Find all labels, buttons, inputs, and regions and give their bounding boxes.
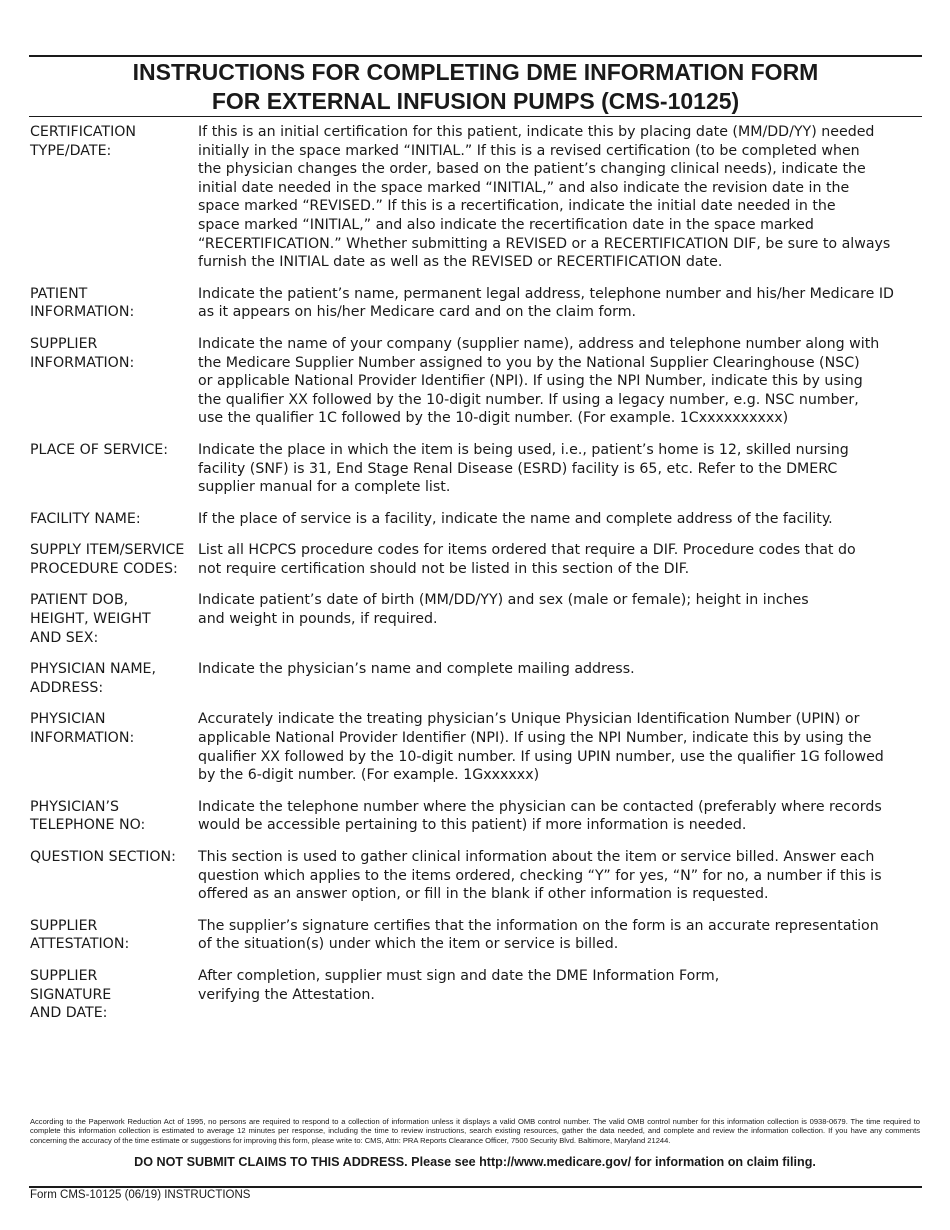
instruction-row (30, 660, 920, 697)
instruction-label: SUPPLY ITEM/SERVICE PROCEDURE CODES: (30, 542, 185, 577)
instruction-row (30, 591, 920, 647)
instruction-text: Indicate the patient’s name, permanent legal address, telephone number and his/her Medicare ID as it appears on his/her Medicare card and on the claim form. (198, 285, 894, 321)
instruction-label: QUESTION SECTION: (30, 849, 176, 865)
instruction-label: PHYSICIAN’S TELEPHONE NO: (30, 798, 146, 834)
instruction-label: PATIENT DOB, HEIGHT, WEIGHT AND SEX: (30, 592, 151, 646)
instruction-text: Indicate the telephone number where the physician can be contacted (preferably where records would be accessible pertaining to this patient) if more information is needed. (198, 798, 882, 834)
instruction-label: SUPPLIER INFORMATION: (30, 335, 135, 371)
instruction-row (30, 541, 920, 578)
instruction-label: CERTIFICATION TYPE/DATE: (30, 124, 137, 159)
instruction-row (30, 798, 920, 835)
instruction-text: Indicate patient’s date of birth (MM/DD/YY) and sex (male or female); height in inches and weight in pounds, if required. (198, 592, 809, 628)
title-rule (29, 116, 922, 117)
bottom-rule (29, 1186, 922, 1188)
instruction-label: SUPPLIER SIGNATURE AND DATE: (30, 967, 112, 1022)
instruction-row (30, 441, 920, 497)
page-title (29, 58, 922, 116)
claims-notice: DO NOT SUBMIT CLAIMS TO THIS ADDRESS. Please see http://www.medicare.gov/ for information on claim filing. (134, 1154, 816, 1169)
instruction-row (30, 123, 920, 272)
instruction-text: After completion, supplier must sign and date the DME Information Form, verifying the Attestation. (198, 967, 720, 1003)
instruction-row (30, 335, 920, 428)
paperwork-reduction-statement: According to the Paperwork Reduction Act of 1995, no persons are required to respond to a collection of information unless it displays a valid OMB control number. The valid OMB control number for this information collection is 0938-0679. The time required to complete this information collection is estimated to average 12 minutes per response, including the time to review instructions, search existing resources, gather the data needed, and complete and review the information collection. If you have any comments concerning the accuracy of the time estimate or suggestions for improving this form, please write to: CMS, Attn: PRA Reports Clearance Officer, 7500 Security Blvd. Baltimore, Maryland 21244. (30, 1117, 920, 1145)
instruction-text: The supplier’s signature certifies that the information on the form is an accurate representation of the situation(s) under which the item or service is billed. (198, 917, 879, 953)
instruction-label: PHYSICIAN INFORMATION: (30, 711, 135, 747)
instruction-label: PLACE OF SERVICE: (30, 441, 169, 458)
instruction-row (30, 285, 920, 322)
footer (30, 1117, 920, 1169)
instruction-row (30, 967, 920, 1023)
instruction-text: If this is an initial certification for this patient, indicate this by placing date (MM/DD/YY) needed initially in the space marked “INITIAL.” If this is a revised certification (to be completed when the physician changes the order, based on the patient’s changing clinical needs), indicate the initial date needed in the space marked “INITIAL,” and also indicate the revision date in the space marked “REVISED.” If this is a recertification, indicate the initial date needed in the space marked “INITIAL,” and also indicate the recertification date in the space marked “RECERTIFICATION.” Whether submitting a REVISED or a RECERTIFICATION DIF, be sure to always furnish the INITIAL date as well as the REVISED or RECERTIFICATION date. (198, 124, 891, 271)
instruction-label: SUPPLIER ATTESTATION: (30, 917, 130, 953)
instruction-row (30, 917, 920, 954)
instruction-text: Indicate the name of your company (supplier name), address and telephone number along with the Medicare Supplier Number assigned to you by the National Supplier Clearinghouse (NSC) or applicable National Provider Identifier (NPI). If using the NPI Number, indicate this by using the qualifier XX followed by the 10-digit number. If using a legacy number, e.g. NSC number, use the qualifier 1C followed by the 10-digit number. (For example. 1Cxxxxxxxxxx) (198, 335, 880, 427)
instruction-text: List all HCPCS procedure codes for items ordered that require a DIF. Procedure codes that do not require certification should not be listed in this section of the DIF. (198, 542, 856, 577)
instruction-text: Indicate the place in which the item is being used, i.e., patient’s home is 12, skilled nursing facility (SNF) is 31, End Stage Renal Disease (ESRD) facility is 65, etc. Refer to the DMERC supplier manual for a complete list. (198, 441, 849, 496)
instruction-label: PHYSICIAN NAME, ADDRESS: (30, 661, 157, 696)
instructions-list (30, 123, 920, 1036)
title-line-1: INSTRUCTIONS FOR COMPLETING DME INFORMATION FORM (132, 59, 819, 85)
instruction-row (30, 710, 920, 784)
form-identifier: Form CMS-10125 (06/19) INSTRUCTIONS (30, 1189, 251, 1201)
instruction-row (30, 848, 920, 904)
instruction-text: Accurately indicate the treating physician’s Unique Physician Identification Number (UPIN) or applicable National Provider Identifier (NPI). If using the NPI Number, indicate this by using the qualifier XX followed by the 10-digit number. If using UPIN number, use the qualifier 1G followed by the 6-digit number. (For example. 1Gxxxxxx) (198, 711, 884, 784)
instruction-text: Indicate the physician’s name and complete mailing address. (198, 661, 635, 678)
instruction-text: This section is used to gather clinical information about the item or service billed. Answer each question which applies to the items ordered, checking “Y” for yes, “N” for no, a number if this is offered as an answer option, or fill in the blank if other information is requested. (198, 849, 882, 903)
title-line-2: FOR EXTERNAL INFUSION PUMPS (CMS-10125) (211, 88, 740, 114)
instruction-text: If the place of service is a facility, indicate the name and complete address of the facility. (198, 510, 833, 527)
instruction-label: PATIENT INFORMATION: (30, 285, 135, 321)
instruction-label: FACILITY NAME: (30, 510, 141, 527)
instruction-row (30, 510, 920, 529)
top-rule (29, 55, 922, 57)
